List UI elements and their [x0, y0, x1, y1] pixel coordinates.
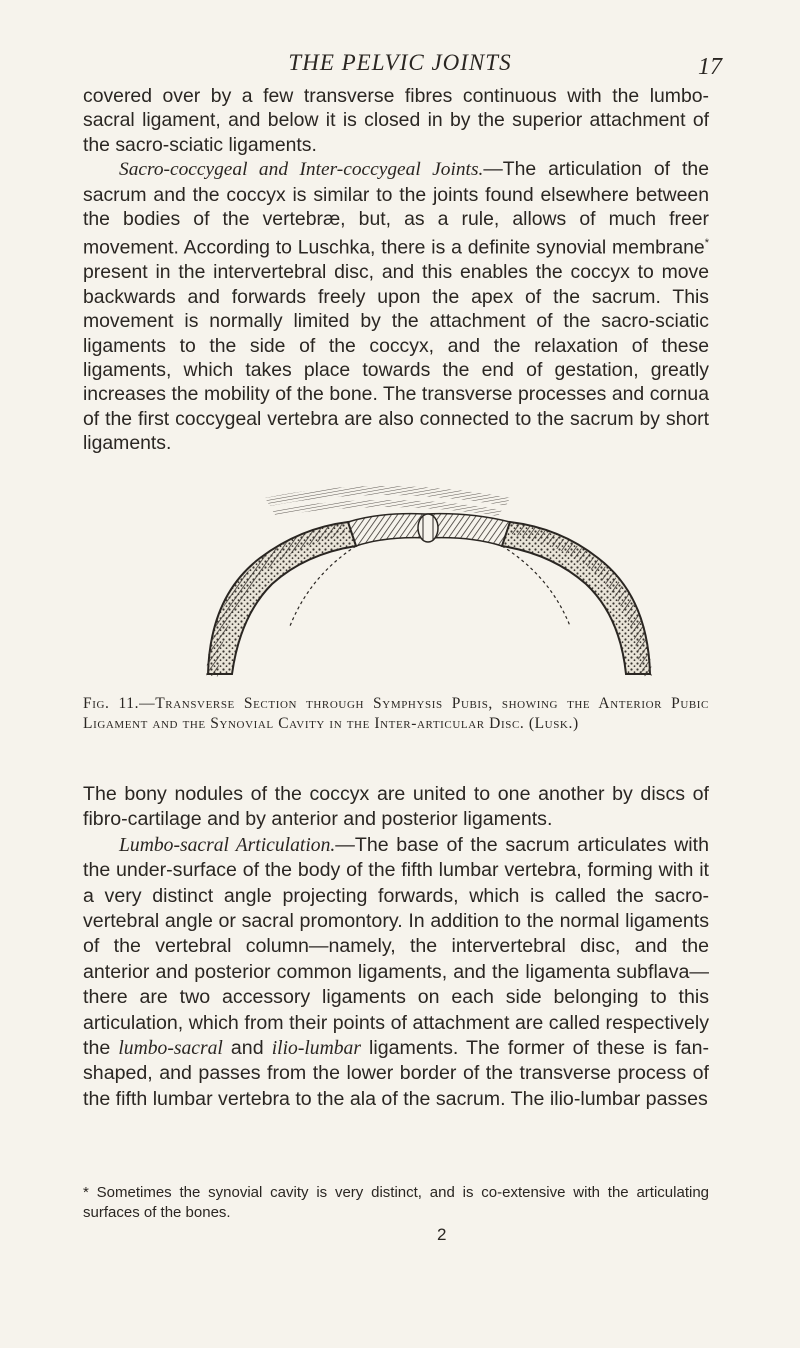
signature-mark: 2	[437, 1225, 447, 1244]
page-number: 17	[698, 54, 722, 80]
footnote: * Sometimes the synovial cavity is very distinct, and is co-extensive with the articulating surfaces of the bones.	[83, 1184, 709, 1221]
running-title: THE PELVIC JOINTS	[288, 50, 512, 75]
paragraph-body-b: ligaments. The former of these is fan-shaped, and passes from the lower border of the transverse process of the fifth lumbar vertebra to the ala of the sacrum. The ilio-lumbar passes	[83, 1037, 709, 1110]
paragraph-body-text: The articulation of the sacrum and the coccyx is similar to the joints found elsewhere between the bodies of the vertebræ, but, as a rule, allows of much freer movement. According to Luschka, there is a definite synovial membrane	[83, 158, 709, 259]
figure-caption: Fig. 11.—Transverse Section through Symphysis Pubis, showing the Anterior Pubic Ligament and the Synovial Cavity in the Inter-articular Disc. (Lusk.)	[83, 695, 709, 732]
conjunction-and: and	[222, 1037, 272, 1060]
section-heading-lumbo-sacral: Lumbo-sacral Articulation.	[119, 834, 336, 856]
paragraph-body-text-continued: present in the intervertebral disc, and this enables the coccyx to move backwards and forwards freely upon the apex of the sacrum. This movement is normally limited by the attachment of the sacro-sciatic ligaments to the side of the coccyx, and the relaxation of these ligaments, which takes place towards the end of gestation, greatly increases the mobility of the bone. The transverse processes and cornua of the first coccygeal vertebra are also connected to the sacrum by short ligaments.	[83, 261, 709, 455]
term-lumbo-sacral: lumbo-sacral	[118, 1038, 223, 1060]
heading-dash: —	[483, 158, 503, 181]
section-heading-sacro-coccygeal: Sacro-coccygeal and Inter-coccygeal Joints.	[119, 159, 484, 181]
paragraph-sacro-coccygeal	[83, 84, 709, 456]
symphysis-pubis-figure	[180, 476, 670, 686]
paragraph-lumbo-sacral	[83, 782, 709, 1112]
paragraph-lead-text-2: The bony nodules of the coccyx are united to one another by discs of fibro-cartilage and by anterior and posterior ligaments.	[83, 783, 709, 831]
term-ilio-lumbar: ilio-lumbar	[271, 1038, 361, 1060]
heading-dash-2: —	[335, 833, 355, 856]
paragraph-body-a: The base of the sacrum articulates with the under-surface of the body of the fifth lumbar vertebra, forming with it a very distinct angle projecting forwards, which is called the sacro-vertebral angle or sacral promontory. In addition to the normal ligaments of the vertebral column—namely, the intervertebral disc, and the anterior and posterior common ligaments, and the ligamenta subflava—there are two accessory ligaments on each side belonging to this articulation, which from their points of attachment are called respectively the	[83, 833, 709, 1060]
footnote-reference[interactable]: *	[704, 237, 709, 250]
paragraph-lead-text: covered over by a few transverse fibres continuous with the lumbo-sacral ligament, and below it is closed in by the superior attachment of the sacro-sciatic ligaments.	[83, 85, 709, 156]
synovial-cavity	[418, 514, 438, 542]
